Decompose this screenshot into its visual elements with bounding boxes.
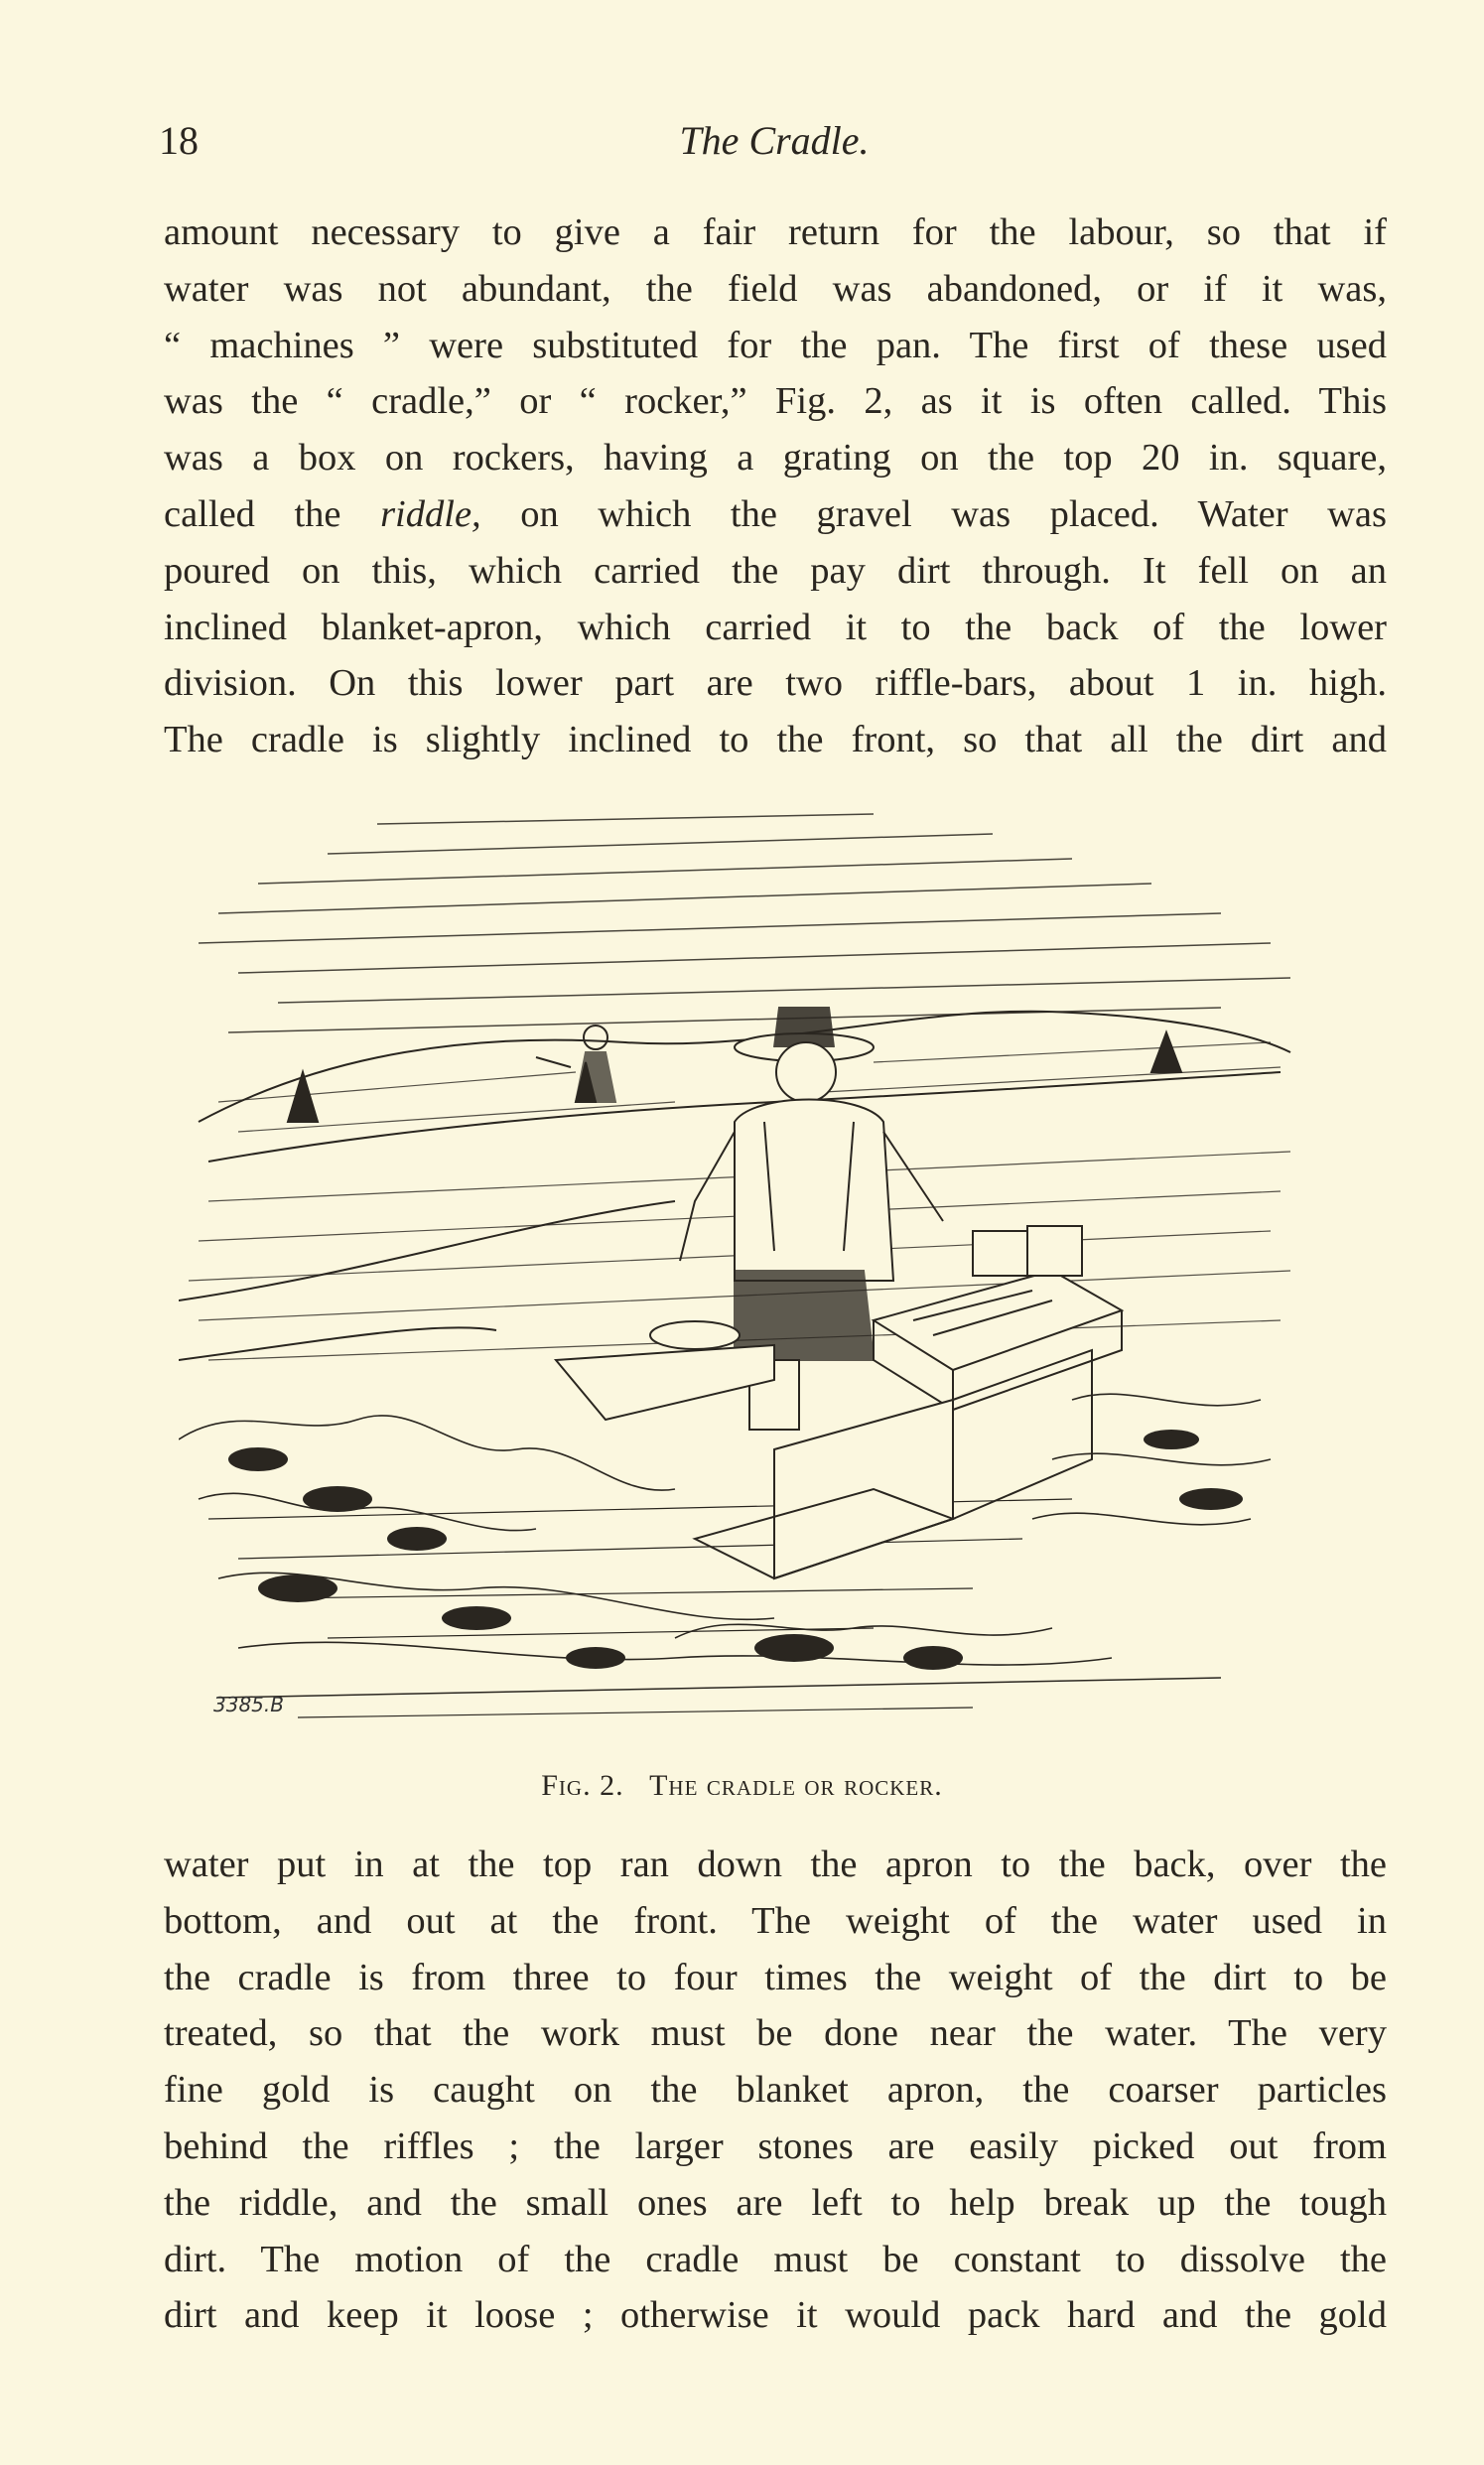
text-line: fine gold is caught on the blanket apron, the coarser particles [164, 2069, 1387, 2112]
tub [1027, 1226, 1082, 1276]
distant-miner [536, 1026, 615, 1102]
page-number: 18 [159, 118, 199, 163]
text-line: the riddle, and the small ones are left to help break up the tough [164, 2181, 1387, 2224]
figure-caption [0, 1769, 1484, 1803]
stream-bank [179, 1201, 675, 1301]
text-line: “ machines ” were substituted for the pan. The first of these used [164, 324, 1387, 366]
text-line: behind the riffles ; the larger stones are easily picked out from [164, 2124, 1387, 2167]
paragraph-top [164, 205, 1387, 768]
caption-title: The cradle or rocker. [649, 1769, 943, 1802]
text-line: water was not abundant, the field was abandoned, or if it was, [164, 267, 1387, 310]
text-line: division. On this lower part are two riffle-bars, about 1 in. high. [164, 662, 1387, 705]
tree-icon [288, 1072, 318, 1122]
text-line: was the “ cradle,” or “ rocker,” Fig. 2, as it is often called. This [164, 380, 1387, 423]
foliage-leaves [228, 1430, 1243, 1670]
pan-bowl [650, 1321, 740, 1349]
text-line: dirt. The motion of the cradle must be constant to dissolve the [164, 2238, 1387, 2280]
engraver-mark: 3385.B [213, 1693, 284, 1716]
text-line: bottom, and out at the front. The weight of the water used in [164, 1899, 1387, 1942]
text-line: treated, so that the work must be done near the water. The very [164, 2012, 1387, 2055]
text-line: poured on this, which carried the pay dirt through. It fell on an [164, 549, 1387, 592]
text-line: was a box on rockers, having a grating on the top 20 in. square, [164, 437, 1387, 479]
text-line-riddle: called the riddle, on which the gravel was placed. Water was [164, 492, 1387, 535]
text-line: water put in at the top ran down the apron to the back, over the [164, 1844, 1387, 1885]
text-line: the cradle is from three to four times the weight of the dirt to be [164, 1956, 1387, 1998]
engraving-svg [179, 804, 1370, 1757]
plank [556, 1345, 774, 1420]
paragraph-bottom [164, 1837, 1387, 2344]
text-line: The cradle is slightly inclined to the front, so that all the dirt and [164, 719, 1387, 761]
cradle-illustration [179, 804, 1370, 1757]
running-title: The Cradle. [679, 118, 870, 163]
text-line: amount necessary to give a fair return for the labour, so that if [164, 211, 1387, 253]
ground-line [218, 1678, 1221, 1698]
ground-line [298, 1708, 973, 1717]
page-header [159, 117, 1390, 177]
tree-icon [1151, 1032, 1181, 1072]
caption-figure-number: Fig. 2. [541, 1769, 624, 1802]
italic-term: riddle, [380, 492, 481, 535]
tub [973, 1231, 1027, 1276]
hill-line [199, 1012, 1290, 1122]
text-line: dirt and keep it loose ; otherwise it would pack hard and the gold [164, 2294, 1387, 2337]
text-line: inclined blanket-apron, which carried it to the back of the lower [164, 606, 1387, 648]
sky-hatching [199, 814, 1290, 1032]
